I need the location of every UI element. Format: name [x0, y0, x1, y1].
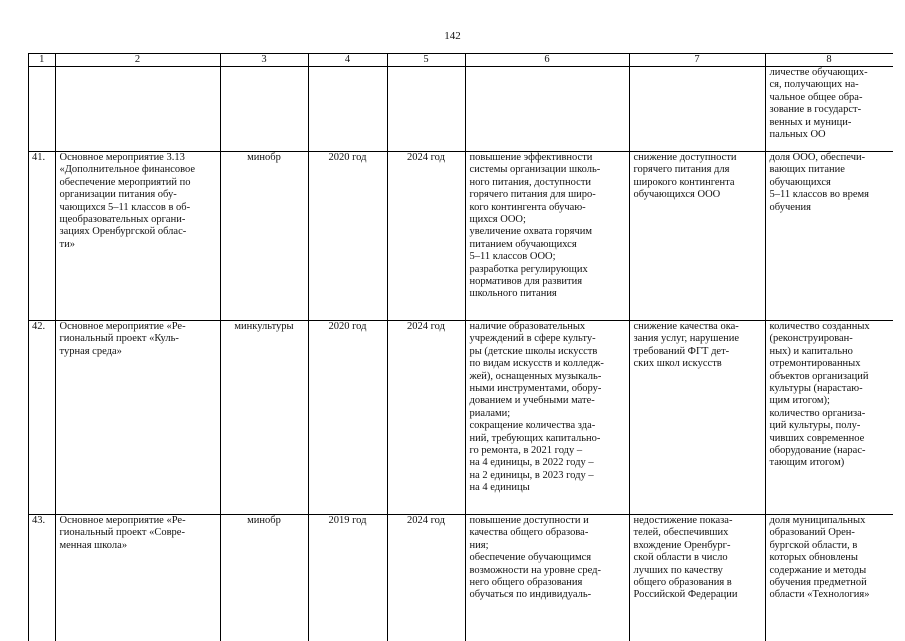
cell-text-line: количество созданных	[770, 321, 891, 333]
expected-result-cell	[465, 67, 629, 152]
non-implementation-consequences-cell	[629, 515, 765, 641]
cell-text-line: количество организа-	[770, 408, 891, 420]
executor-cell: минкультуры	[220, 321, 308, 515]
cell-text-line: бургской области, в	[770, 540, 891, 552]
expected-result-cell	[465, 515, 629, 641]
cell-text-line: менная школа»	[60, 540, 218, 552]
cell-text-line: чивших современное	[770, 433, 891, 445]
cell-text-line: организации питания обу-	[60, 189, 218, 201]
cell-text-line: кого контингента обучаю-	[470, 202, 627, 214]
activity-name-cell	[55, 321, 220, 515]
cell-text-line: ных) и капитально	[770, 346, 891, 358]
cell-text-line: общего образования в	[634, 577, 763, 589]
cell-text-line: венных и муници-	[770, 117, 891, 129]
program-table	[29, 54, 893, 641]
cell-text-line: требований ФГТ дет-	[634, 346, 763, 358]
column-number-row	[29, 54, 893, 67]
cell-text-line: качества общего образова-	[470, 527, 627, 539]
cell-text-line: щеобразовательных органи-	[60, 214, 218, 226]
cell-text-line: личестве обучающих-	[770, 67, 891, 79]
cell-text-line: обучения	[770, 202, 891, 214]
cell-text-line: вающих питание	[770, 164, 891, 176]
cell-text-line: Основное мероприятие «Ре-	[60, 321, 218, 333]
cell-text-line: доля муниципальных	[770, 515, 891, 527]
cell-text-line: культуры (нарастаю-	[770, 383, 891, 395]
cell-text-line: чающихся 5–11 классов в об-	[60, 202, 218, 214]
cell-text-line: обеспечение мероприятий по	[60, 177, 218, 189]
end-year-cell: 2024 год	[387, 515, 465, 641]
cell-text-line: обучающихся	[770, 177, 891, 189]
row-number-cell: 43.	[29, 515, 55, 641]
cell-text-line: наличие образовательных	[470, 321, 627, 333]
cell-text-line: него общего образования	[470, 577, 627, 589]
cell-text-line: учреждений в сфере культу-	[470, 333, 627, 345]
cell-text-line: щихся ООО;	[470, 214, 627, 226]
cell-text-line: гиональный проект «Куль-	[60, 333, 218, 345]
cell-text-line: питанием обучающихся	[470, 239, 627, 251]
column-header: 7	[629, 54, 765, 67]
table-row	[29, 152, 893, 321]
cell-text-line: повышение доступности и	[470, 515, 627, 527]
cell-text-line: нормативов для развития	[470, 276, 627, 288]
cell-text-line: ти»	[60, 239, 218, 251]
cell-text-line: образований Орен-	[770, 527, 891, 539]
cell-text-line: вхождение Оренбург-	[634, 540, 763, 552]
cell-text-line: ций культуры, полу-	[770, 420, 891, 432]
cell-text-line: 5–11 классов во время	[770, 189, 891, 201]
cell-text-line: доля ООО, обеспечи-	[770, 152, 891, 164]
cell-text-line: Основное мероприятие «Ре-	[60, 515, 218, 527]
cell-text-line: сокращение количества зда-	[470, 420, 627, 432]
executor-cell: минобр	[220, 152, 308, 321]
cell-text-line: объектов организаций	[770, 371, 891, 383]
cell-text-line: широкого контингента	[634, 177, 763, 189]
cell-text-line: недостижение показа-	[634, 515, 763, 527]
program-table-frame	[28, 53, 893, 641]
start-year-cell	[308, 67, 387, 152]
cell-text-line: гиональный проект «Совре-	[60, 527, 218, 539]
cell-text-line: дованием и учебными мате-	[470, 395, 627, 407]
cell-text-line: обеспечение обучающимся	[470, 552, 627, 564]
column-header: 5	[387, 54, 465, 67]
table-row	[29, 515, 893, 641]
cell-text-line: лучших по качеству	[634, 565, 763, 577]
indicator-link-cell	[765, 321, 893, 515]
cell-text-line: горячего питания для	[634, 164, 763, 176]
table-row	[29, 321, 893, 515]
table-body	[29, 67, 893, 641]
row-number-cell: 42.	[29, 321, 55, 515]
cell-text-line: зания услуг, нарушение	[634, 333, 763, 345]
cell-text-line: риалами;	[470, 408, 627, 420]
row-number-cell	[29, 67, 55, 152]
cell-text-line: области «Технология»	[770, 589, 891, 601]
cell-text-line: оборудование (нарас-	[770, 445, 891, 457]
cell-text-line: го ремонта, в 2021 году –	[470, 445, 627, 457]
cell-text-line: ния;	[470, 540, 627, 552]
cell-text-line: обучающихся ООО	[634, 189, 763, 201]
cell-text-line: ний, требующих капитально-	[470, 433, 627, 445]
indicator-link-cell	[765, 67, 893, 152]
cell-text-line: возможности на уровне сред-	[470, 565, 627, 577]
cell-text-line: горячего питания для широ-	[470, 189, 627, 201]
expected-result-cell	[465, 321, 629, 515]
cell-text-line: обучаться по индивидуаль-	[470, 589, 627, 601]
column-header: 4	[308, 54, 387, 67]
row-number-cell: 41.	[29, 152, 55, 321]
column-header: 3	[220, 54, 308, 67]
cell-text-line: Российской Федерации	[634, 589, 763, 601]
cell-text-line: телей, обеспечивших	[634, 527, 763, 539]
activity-name-cell	[55, 67, 220, 152]
cell-text-line: ской области в число	[634, 552, 763, 564]
non-implementation-consequences-cell	[629, 67, 765, 152]
cell-text-line: ся, получающих на-	[770, 79, 891, 91]
cell-text-line: содержание и методы	[770, 565, 891, 577]
cell-text-line: снижение качества ока-	[634, 321, 763, 333]
cell-text-line: разработка регулирующих	[470, 264, 627, 276]
cell-text-line: турная среда»	[60, 346, 218, 358]
cell-text-line: жей), оснащенных музыкаль-	[470, 371, 627, 383]
cell-text-line: которых обновлены	[770, 552, 891, 564]
cell-text-line: по видам искусств и колледж-	[470, 358, 627, 370]
cell-text-line: на 2 единицы, в 2023 году –	[470, 470, 627, 482]
non-implementation-consequences-cell	[629, 321, 765, 515]
cell-text-line: зование в государст-	[770, 104, 891, 116]
cell-text-line: «Дополнительное финансовое	[60, 164, 218, 176]
column-header: 6	[465, 54, 629, 67]
cell-text-line: отремонтированных	[770, 358, 891, 370]
cell-text-line: щим итогом);	[770, 395, 891, 407]
cell-text-line: увеличение охвата горячим	[470, 226, 627, 238]
end-year-cell	[387, 67, 465, 152]
end-year-cell: 2024 год	[387, 321, 465, 515]
cell-text-line: 5–11 классов ООО;	[470, 251, 627, 263]
indicator-link-cell	[765, 152, 893, 321]
executor-cell: минобр	[220, 515, 308, 641]
activity-name-cell	[55, 152, 220, 321]
start-year-cell: 2020 год	[308, 152, 387, 321]
cell-text-line: тающим итогом)	[770, 457, 891, 469]
cell-text-line: ры (детские школы искусств	[470, 346, 627, 358]
activity-name-cell	[55, 515, 220, 641]
cell-text-line: ного питания, доступности	[470, 177, 627, 189]
start-year-cell: 2019 год	[308, 515, 387, 641]
cell-text-line: чальное общее обра-	[770, 92, 891, 104]
cell-text-line: зациях Оренбургской облас-	[60, 226, 218, 238]
cell-text-line: повышение эффективности	[470, 152, 627, 164]
end-year-cell: 2024 год	[387, 152, 465, 321]
cell-text-line: пальных ОО	[770, 129, 891, 141]
page-number: 142	[0, 30, 905, 42]
table-row	[29, 67, 893, 152]
cell-text-line: снижение доступности	[634, 152, 763, 164]
column-header: 8	[765, 54, 893, 67]
cell-text-line: ских школ искусств	[634, 358, 763, 370]
expected-result-cell	[465, 152, 629, 321]
cell-text-line: на 4 единицы	[470, 482, 627, 494]
cell-text-line: (реконструирован-	[770, 333, 891, 345]
column-header: 2	[55, 54, 220, 67]
cell-text-line: обучения предметной	[770, 577, 891, 589]
cell-text-line: Основное мероприятие 3.13	[60, 152, 218, 164]
start-year-cell: 2020 год	[308, 321, 387, 515]
cell-text-line: системы организации школь-	[470, 164, 627, 176]
cell-text-line: ными инструментами, обору-	[470, 383, 627, 395]
non-implementation-consequences-cell	[629, 152, 765, 321]
executor-cell	[220, 67, 308, 152]
cell-text-line: школьного питания	[470, 288, 627, 300]
indicator-link-cell	[765, 515, 893, 641]
cell-text-line: на 4 единицы, в 2022 году –	[470, 457, 627, 469]
column-header: 1	[29, 54, 55, 67]
